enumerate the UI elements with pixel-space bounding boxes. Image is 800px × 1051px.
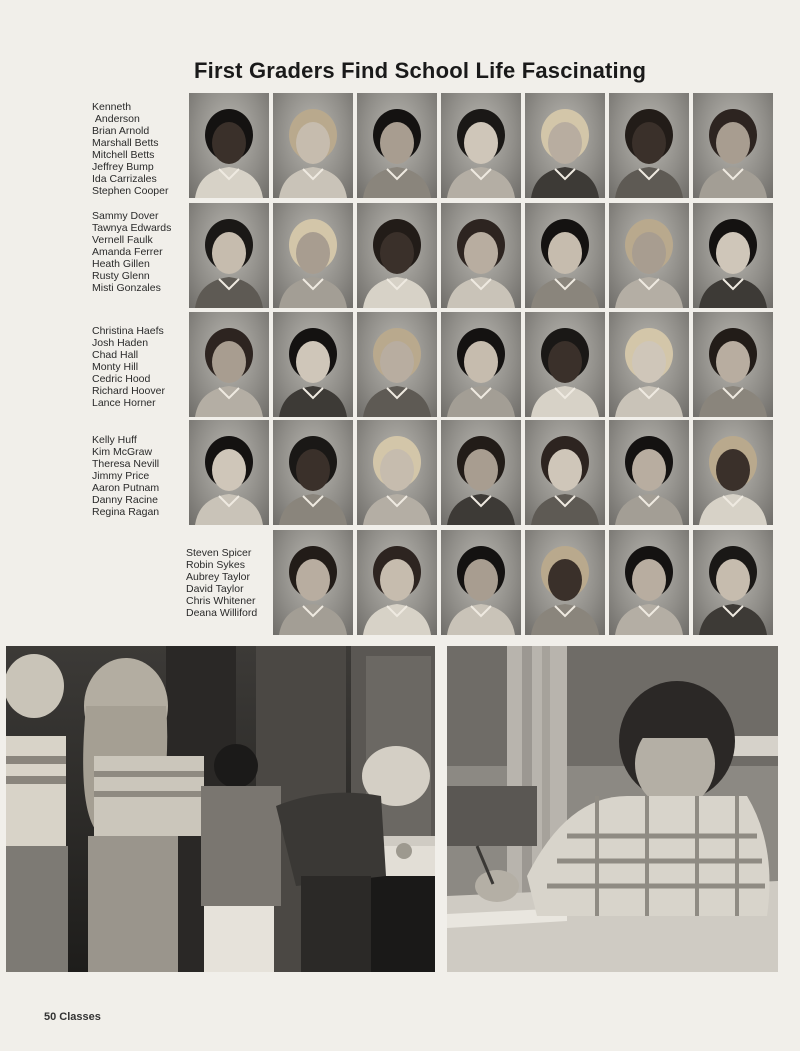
student-name: Stephen Cooper: [92, 185, 169, 197]
student-name: Robin Sykes: [186, 559, 245, 571]
student-portrait: [693, 203, 773, 308]
student-name: Aubrey Taylor: [186, 571, 251, 583]
student-name: Regina Ragan: [92, 506, 160, 518]
page-footer: 50 Classes: [44, 1011, 101, 1023]
student-name: Aaron Putnam: [92, 482, 160, 494]
student-name: Christina Haefs: [92, 325, 164, 337]
student-portrait: [273, 420, 353, 525]
student-name: Steven Spicer: [186, 547, 252, 559]
student-name: Cedric Hood: [92, 373, 151, 385]
student-portrait: [609, 530, 689, 635]
student-name: Brian Arnold: [92, 125, 150, 137]
student-name: Marshall Betts: [92, 137, 159, 149]
name-list-row-5: [186, 547, 257, 619]
student-portrait: [609, 93, 689, 198]
student-name: Rusty Glenn: [92, 270, 150, 282]
student-portrait: [525, 312, 605, 417]
student-name: Tawnya Edwards: [92, 222, 172, 234]
student-name: Kelly Huff: [92, 434, 137, 446]
drawing-boy-photo: [447, 646, 778, 972]
student-portrait: [693, 420, 773, 525]
student-portrait: [357, 420, 437, 525]
student-name: Anderson: [92, 113, 140, 125]
student-portrait: [693, 530, 773, 635]
name-list-row-3: [92, 325, 165, 409]
student-name: Theresa Nevill: [92, 458, 160, 470]
name-list-row-4: [92, 434, 159, 518]
student-portrait: [525, 203, 605, 308]
student-portrait: [441, 93, 521, 198]
student-portrait: [525, 530, 605, 635]
student-portrait: [357, 312, 437, 417]
student-portrait: [441, 203, 521, 308]
student-portrait: [693, 93, 773, 198]
student-portrait: [609, 312, 689, 417]
name-list-row-2: [92, 210, 171, 294]
student-portrait: [273, 530, 353, 635]
student-name: Monty Hill: [92, 361, 139, 373]
student-name: Sammy Dover: [92, 210, 159, 222]
student-portrait: [189, 93, 269, 198]
student-name: Chris Whitener: [186, 595, 256, 607]
student-name: Vernell Faulk: [92, 234, 153, 246]
student-name: Jimmy Price: [92, 470, 150, 482]
name-list-row-1: [92, 101, 168, 197]
student-name: Amanda Ferrer: [92, 246, 163, 258]
student-portrait: [609, 420, 689, 525]
fountain-photo: [6, 646, 435, 972]
student-name: Mitchell Betts: [92, 149, 155, 161]
student-portrait: [273, 312, 353, 417]
student-name: David Taylor: [186, 583, 244, 595]
student-name: Misti Gonzales: [92, 282, 161, 294]
student-name: Chad Hall: [92, 349, 139, 361]
student-name: Richard Hoover: [92, 385, 165, 397]
student-portrait: [357, 93, 437, 198]
student-portrait: [441, 420, 521, 525]
student-portrait: [273, 203, 353, 308]
student-portrait: [189, 312, 269, 417]
student-portrait: [525, 420, 605, 525]
student-portrait: [693, 312, 773, 417]
student-portrait: [273, 93, 353, 198]
student-portrait: [609, 203, 689, 308]
student-name: Kim McGraw: [92, 446, 153, 458]
student-portrait: [441, 312, 521, 417]
student-name: Kenneth: [92, 101, 132, 113]
student-name: Deana Williford: [186, 607, 258, 619]
student-portrait: [441, 530, 521, 635]
student-portrait: [525, 93, 605, 198]
page-title: First Graders Find School Life Fascinating: [194, 58, 647, 83]
student-portrait: [357, 203, 437, 308]
student-name: Josh Haden: [92, 337, 149, 349]
student-name: Lance Horner: [92, 397, 156, 409]
student-name: Danny Racine: [92, 494, 158, 506]
student-portrait: [357, 530, 437, 635]
student-name: Jeffrey Bump: [92, 161, 154, 173]
student-name: Heath Gillen: [92, 258, 150, 270]
student-name: Ida Carrizales: [92, 173, 157, 185]
student-portrait: [189, 203, 269, 308]
student-portrait: [189, 420, 269, 525]
